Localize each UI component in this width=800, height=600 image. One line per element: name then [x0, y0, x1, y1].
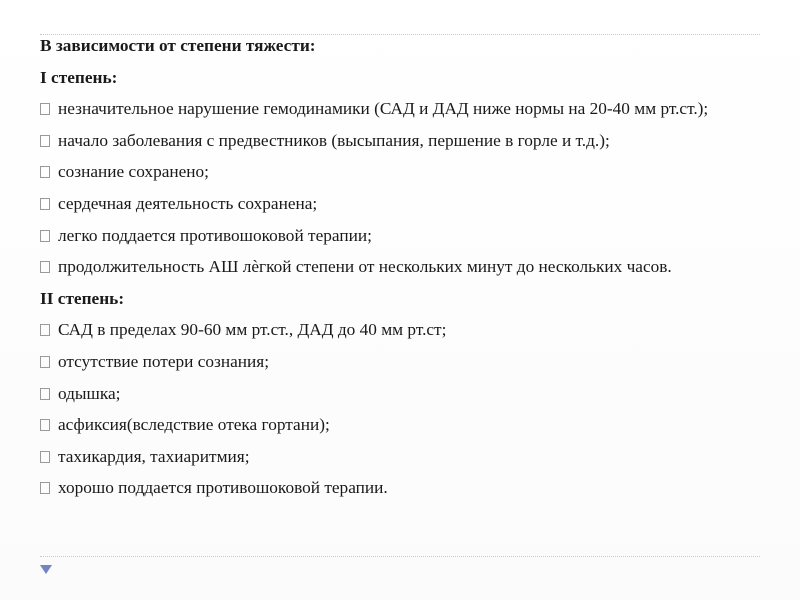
bullet-box-icon [40, 324, 50, 336]
list-item: одышка; [6, 378, 780, 410]
list-item: тахикардия, тахиаритмия; [6, 441, 780, 473]
grade-1-heading: I степень: [40, 67, 118, 87]
grade-2-heading: II степень: [40, 288, 125, 308]
bullet-box-icon [40, 356, 50, 368]
slide-title: В зависимости от степени тяжести: [40, 36, 316, 55]
bullet-box-icon [40, 261, 50, 273]
list-item: незначительное нарушение гемодинамики (САД и ДАД ниже нормы на 20-40 мм рт.ст.); [6, 93, 780, 125]
bullet-box-icon [40, 451, 50, 463]
list-item: САД в пределах 90-60 мм рт.ст., ДАД до 40 мм рт.ст; [6, 314, 780, 346]
bullet-box-icon [40, 166, 50, 178]
list-item: асфиксия(вследствие отека гортани); [6, 409, 780, 441]
list-item: продолжительность АШ лѐгкой степени от нескольких минут до нескольких часов. [6, 251, 780, 283]
bullet-box-icon [40, 482, 50, 494]
bullet-box-icon [40, 135, 50, 147]
slide-content [6, 30, 780, 504]
slide-nav-arrow-icon[interactable] [38, 562, 54, 576]
bullet-box-icon [40, 103, 50, 115]
list-item: отсутствие потери сознания; [6, 346, 780, 378]
list-item: хорошо поддается противошоковой терапии. [6, 472, 780, 504]
list-item: сознание сохранено; [6, 156, 780, 188]
bottom-divider [40, 556, 760, 557]
list-item: сердечная деятельность сохранена; [6, 188, 780, 220]
list-item: начало заболевания с предвестников (высыпания, першение в горле и т.д.); [6, 125, 780, 157]
bullet-box-icon [40, 388, 50, 400]
list-item: легко поддается противошоковой терапии; [6, 220, 780, 252]
bullet-box-icon [40, 230, 50, 242]
bullet-box-icon [40, 419, 50, 431]
bullet-box-icon [40, 198, 50, 210]
